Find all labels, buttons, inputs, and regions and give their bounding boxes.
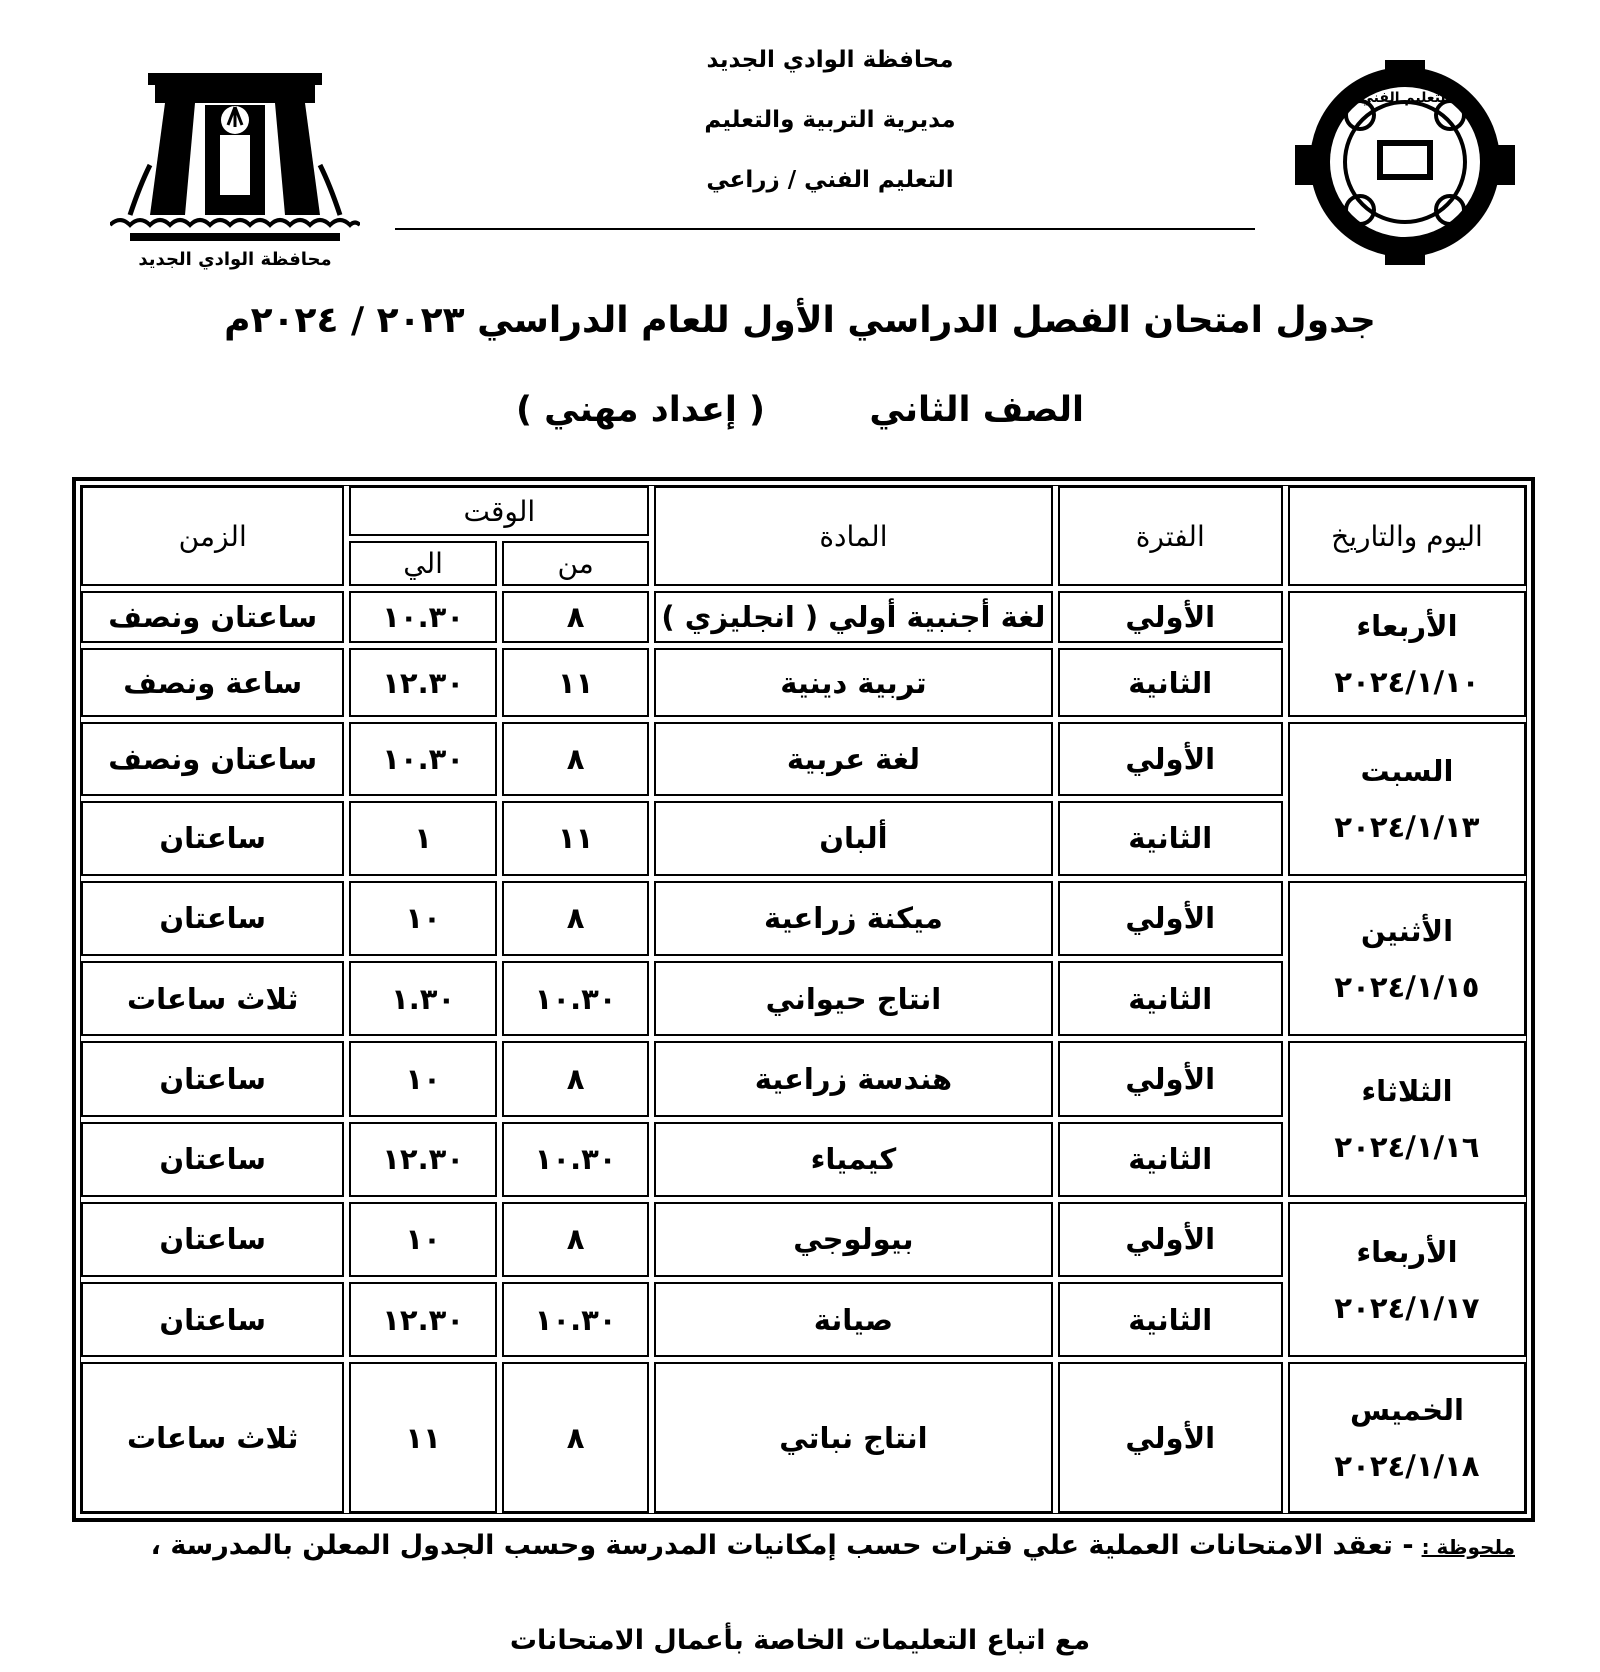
to-cell: ١٠.٣٠ bbox=[349, 591, 496, 643]
day-name: الثلاثاء bbox=[1361, 1074, 1453, 1109]
from-cell: ٨ bbox=[502, 1041, 649, 1116]
header-duration: الزمن bbox=[81, 486, 344, 586]
subject-cell: انتاج نباتي bbox=[654, 1362, 1052, 1513]
subject-cell: تربية دينية bbox=[654, 648, 1052, 718]
header-directorate: مديرية التربية والتعليم bbox=[704, 107, 956, 133]
governorate-logo-icon bbox=[110, 65, 360, 270]
day-name: الخميس bbox=[1349, 1392, 1464, 1427]
note-instructions: مع اتباع التعليمات الخاصة بأعمال الامتحانات bbox=[509, 1625, 1091, 1656]
duration-cell: ساعة ونصف bbox=[81, 648, 344, 718]
from-cell: ٨ bbox=[502, 591, 649, 643]
subject-cell: صيانة bbox=[654, 1282, 1052, 1357]
document-subtitle bbox=[200, 390, 1400, 430]
table-row bbox=[81, 591, 1526, 643]
day-date-cell bbox=[1288, 591, 1526, 717]
period-cell: الأولي bbox=[1058, 1202, 1283, 1277]
table-row bbox=[81, 881, 1526, 956]
duration-cell: ساعتان bbox=[81, 801, 344, 876]
header-divider bbox=[395, 228, 1255, 230]
table-row bbox=[81, 1041, 1526, 1116]
duration-cell: ساعتان bbox=[81, 1202, 344, 1277]
duration-cell: ثلاث ساعات bbox=[81, 1362, 344, 1513]
exam-date: ٢٠٢٤/١/١٦ bbox=[1334, 1130, 1480, 1165]
to-cell: ١٢.٣٠ bbox=[349, 648, 496, 718]
technical-education-logo-icon bbox=[1265, 60, 1545, 265]
subject-cell: كيمياء bbox=[654, 1122, 1052, 1197]
subject-cell: ميكنة زراعية bbox=[654, 881, 1052, 956]
duration-cell: ساعتان ونصف bbox=[81, 722, 344, 795]
from-cell: ٨ bbox=[502, 881, 649, 956]
period-cell: الأولي bbox=[1058, 591, 1283, 643]
day-name: الأربعاء bbox=[1356, 1234, 1458, 1269]
document-title: جدول امتحان الفصل الدراسي الأول للعام الدراسي ٢٠٢٣ / ٢٠٢٤م bbox=[224, 300, 1376, 341]
duration-cell: ساعتان ونصف bbox=[81, 591, 344, 643]
table-row bbox=[81, 722, 1526, 795]
to-cell: ١٠ bbox=[349, 1202, 496, 1277]
exam-date: ٢٠٢٤/١/١٨ bbox=[1334, 1448, 1480, 1483]
day-date-cell bbox=[1288, 1041, 1526, 1197]
header-time: الوقت bbox=[349, 486, 649, 536]
duration-cell: ثلاث ساعات bbox=[81, 961, 344, 1036]
duration-cell: ساعتان bbox=[81, 1122, 344, 1197]
period-cell: الأولي bbox=[1058, 881, 1283, 956]
exam-date: ٢٠٢٤/١/١٧ bbox=[1334, 1290, 1480, 1325]
from-cell: ٨ bbox=[502, 1362, 649, 1513]
header-governorate: محافظة الوادي الجديد bbox=[706, 47, 954, 73]
header-department: التعليم الفني / زراعي bbox=[706, 167, 954, 193]
from-cell: ١٠.٣٠ bbox=[502, 1122, 649, 1197]
exam-date: ٢٠٢٤/١/١٥ bbox=[1334, 969, 1480, 1004]
period-cell: الأولي bbox=[1058, 1041, 1283, 1116]
governorate-logo-caption: محافظة الوادي الجديد bbox=[138, 249, 332, 270]
to-cell: ١٠ bbox=[349, 1041, 496, 1116]
period-cell: الثانية bbox=[1058, 1282, 1283, 1357]
day-date-cell bbox=[1288, 722, 1526, 875]
subject-cell: انتاج حيواني bbox=[654, 961, 1052, 1036]
exam-date: ٢٠٢٤/١/١٣ bbox=[1334, 810, 1480, 845]
from-cell: ١٠.٣٠ bbox=[502, 1282, 649, 1357]
table-row bbox=[81, 1202, 1526, 1277]
note bbox=[100, 1530, 1515, 1561]
from-cell: ١١ bbox=[502, 801, 649, 876]
duration-cell: ساعتان bbox=[81, 1282, 344, 1357]
header-period: الفترة bbox=[1058, 486, 1283, 586]
from-cell: ٨ bbox=[502, 722, 649, 795]
day-date-cell bbox=[1288, 1202, 1526, 1358]
period-cell: الثانية bbox=[1058, 648, 1283, 718]
header bbox=[380, 30, 1280, 210]
note-text: - تعقد الامتحانات العملية علي فترات حسب إمكانيات المدرسة وحسب الجدول المعلن بالمدرسة ، bbox=[150, 1530, 1414, 1561]
subject-cell: بيولوجي bbox=[654, 1202, 1052, 1277]
to-cell: ١٢.٣٠ bbox=[349, 1282, 496, 1357]
duration-cell: ساعتان bbox=[81, 1041, 344, 1116]
duration-cell: ساعتان bbox=[81, 881, 344, 956]
header-time-from: من bbox=[502, 541, 649, 586]
grade-label: الصف الثاني bbox=[869, 390, 1085, 430]
to-cell: ١٠ bbox=[349, 881, 496, 956]
exam-date: ٢٠٢٤/١/١٠ bbox=[1334, 665, 1480, 700]
to-cell: ١٢.٣٠ bbox=[349, 1122, 496, 1197]
day-date-cell bbox=[1288, 1362, 1526, 1513]
subject-cell: ألبان bbox=[654, 801, 1052, 876]
period-cell: الثانية bbox=[1058, 801, 1283, 876]
track-label: ( إعداد مهني ) bbox=[515, 390, 766, 430]
day-name: الأربعاء bbox=[1356, 609, 1458, 644]
technical-education-logo-caption: التعليم الفني bbox=[1359, 90, 1451, 106]
to-cell: ١٠.٣٠ bbox=[349, 722, 496, 795]
subject-cell: لغة أجنبية أولي ( انجليزي ) bbox=[654, 591, 1052, 643]
subject-cell: هندسة زراعية bbox=[654, 1041, 1052, 1116]
day-date-cell bbox=[1288, 881, 1526, 1037]
period-cell: الأولي bbox=[1058, 1362, 1283, 1513]
to-cell: ١١ bbox=[349, 1362, 496, 1513]
note-label: ملحوظة : bbox=[1421, 1535, 1515, 1559]
period-cell: الأولي bbox=[1058, 722, 1283, 795]
from-cell: ٨ bbox=[502, 1202, 649, 1277]
exam-schedule-table bbox=[72, 477, 1535, 1522]
from-cell: ١٠.٣٠ bbox=[502, 961, 649, 1036]
day-name: الأثنين bbox=[1360, 913, 1454, 948]
to-cell: ١.٣٠ bbox=[349, 961, 496, 1036]
table-row bbox=[81, 1362, 1526, 1513]
period-cell: الثانية bbox=[1058, 961, 1283, 1036]
day-name: السبت bbox=[1360, 754, 1454, 789]
header-time-to: الي bbox=[349, 541, 496, 586]
subject-cell: لغة عربية bbox=[654, 722, 1052, 795]
from-cell: ١١ bbox=[502, 648, 649, 718]
to-cell: ١ bbox=[349, 801, 496, 876]
period-cell: الثانية bbox=[1058, 1122, 1283, 1197]
header-day-date: اليوم والتاريخ bbox=[1288, 486, 1526, 586]
header-subject: المادة bbox=[654, 486, 1052, 586]
